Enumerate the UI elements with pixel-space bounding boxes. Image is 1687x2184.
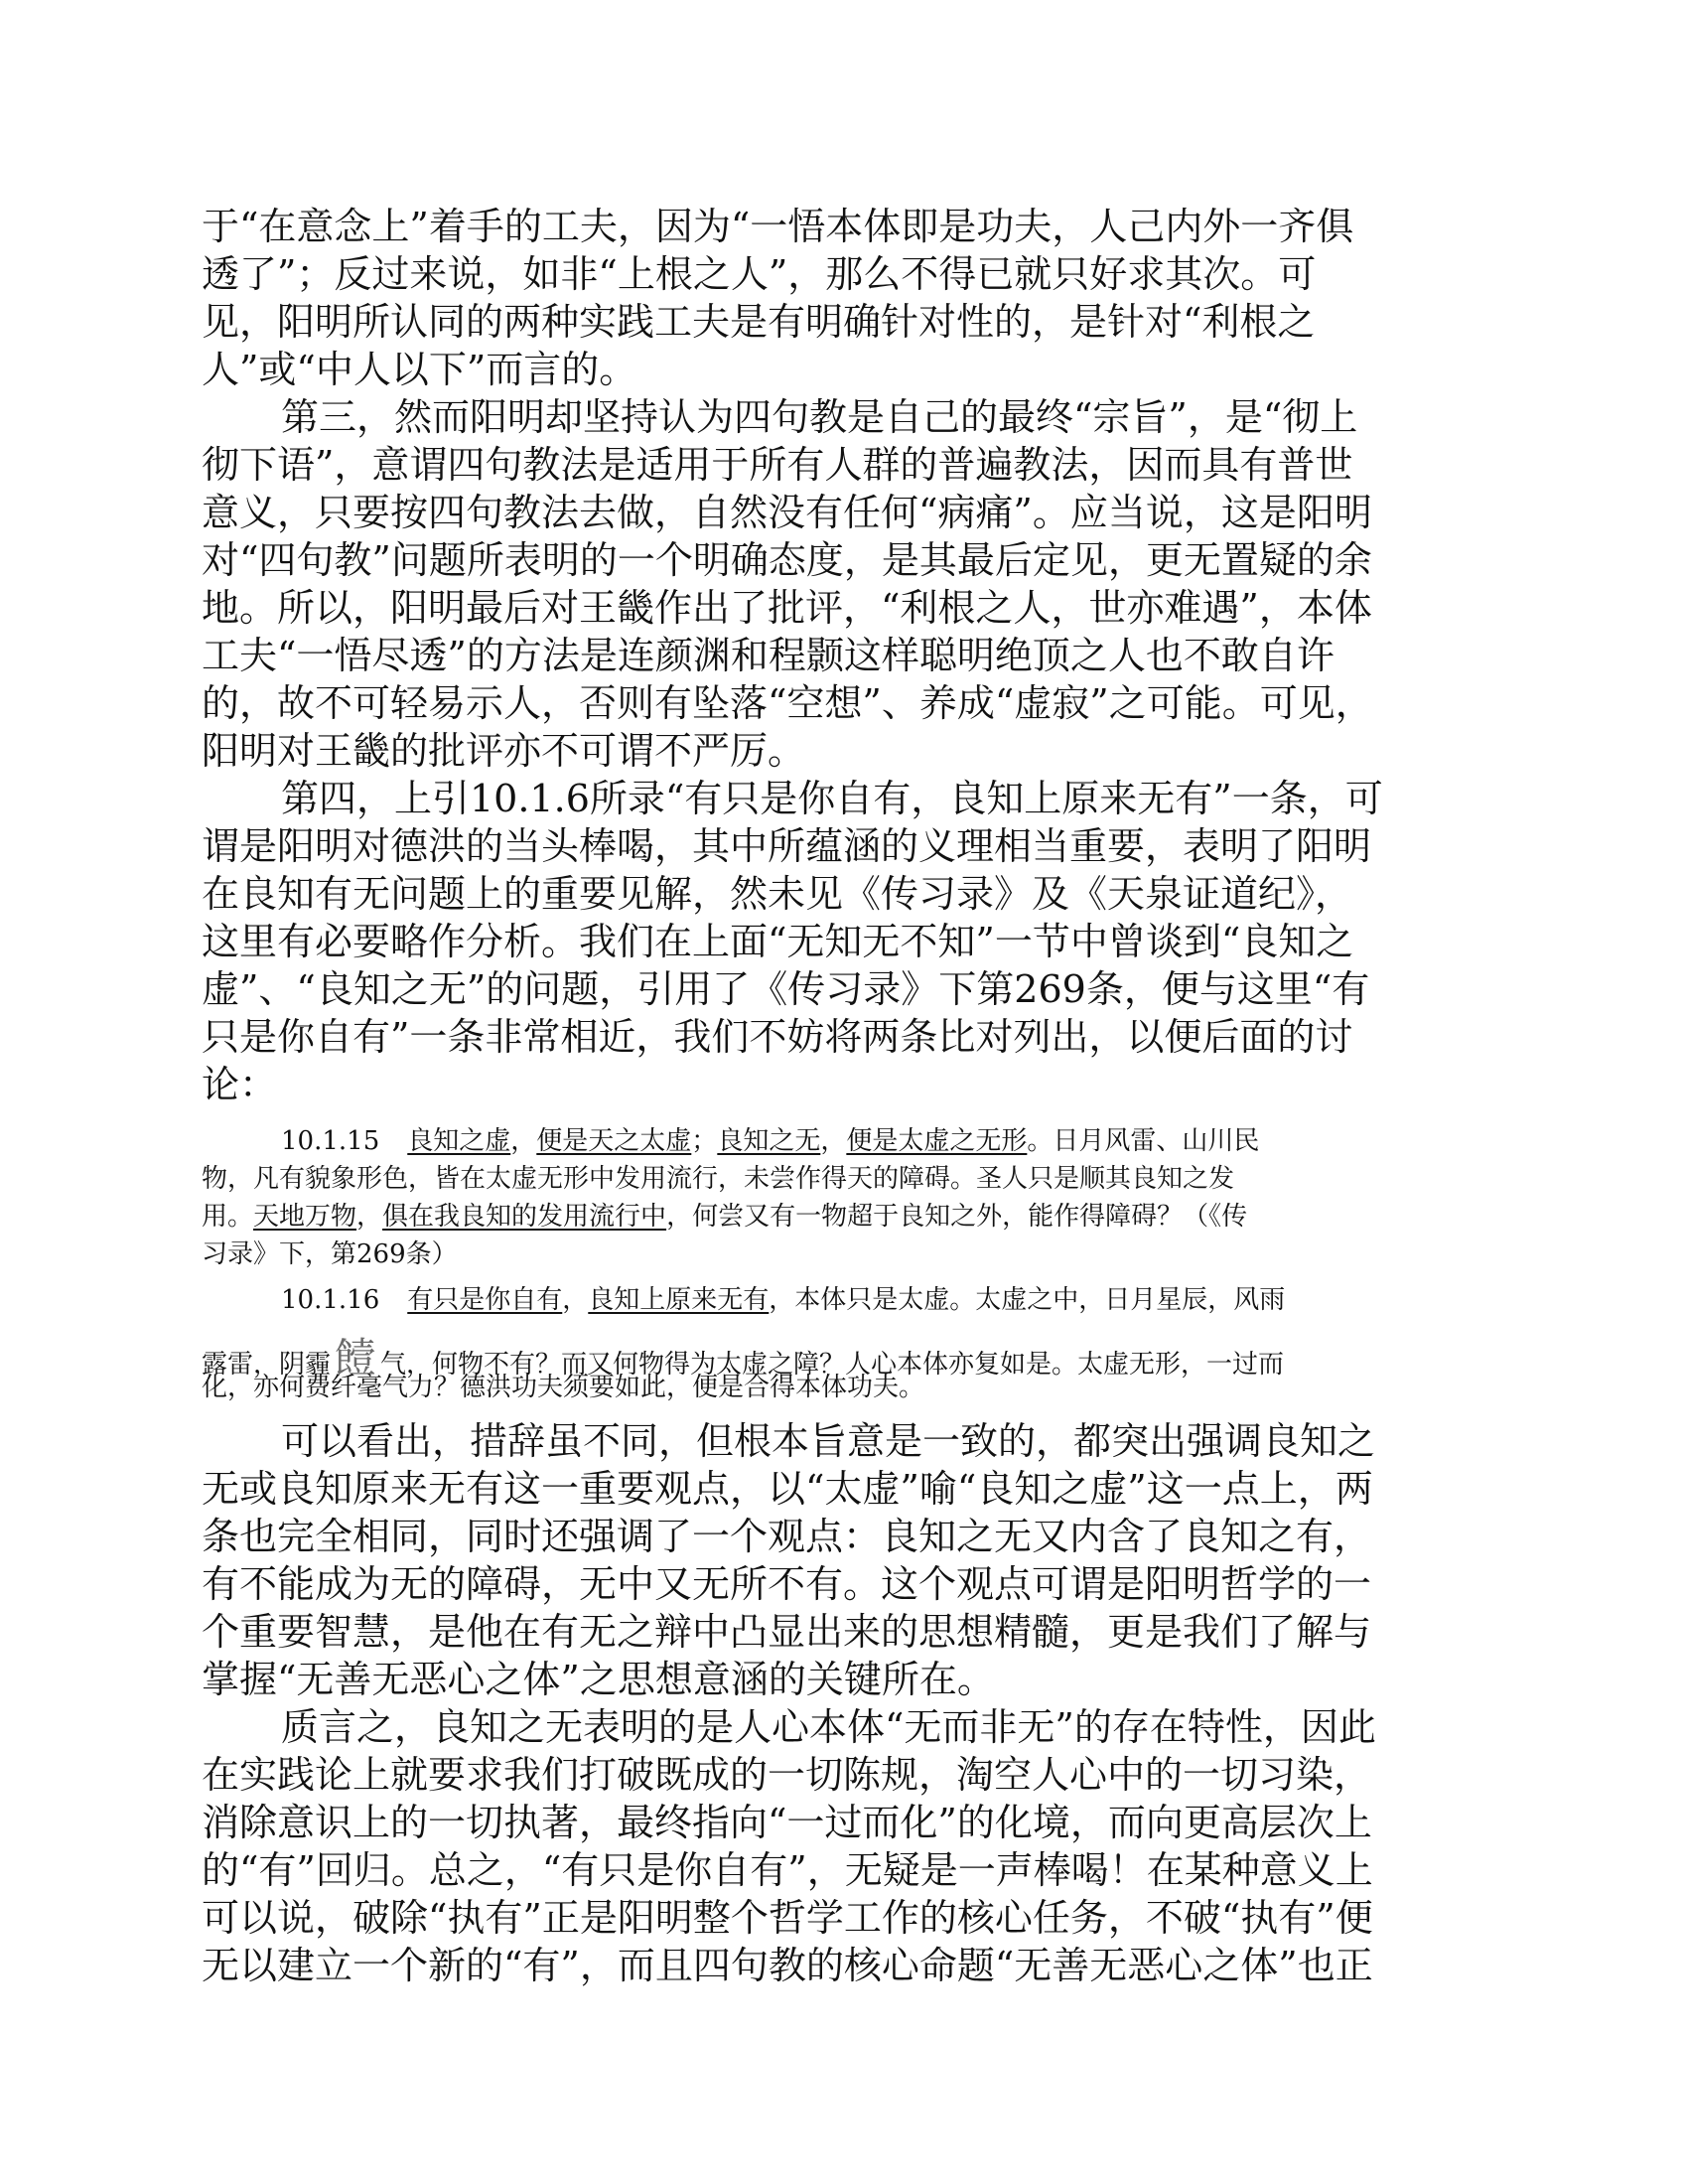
paragraph-5-line: 无以建立一个新的“有”，而且四句教的核心命题“无善无恶心之体”也正 [202,1944,1373,1987]
paragraph-3-line: 谓是阳明对德洪的当头棒喝，其中所蕴涵的义理相当重要，表明了阳明 [202,824,1372,868]
underlined-phrase: 有只是你自有 [407,1285,563,1315]
paragraph-2-line: 的，故不可轻易示人，否则有坠落“空想”、养成“虚寂”之可能。可见， [202,681,1373,725]
underlined-phrase: 便是太虚之无形 [846,1126,1028,1156]
paragraph-2-line: 第三，然而阳明却坚持认为四句教是自己的最终“宗旨”，是“彻上 [281,395,1358,439]
paragraph-1-line: 透了”；反过来说，如非“上根之人”，那么不得已就只好求其次。可 [202,252,1317,296]
quote-number: 10.1.15 [281,1126,380,1156]
paragraph-4-line: 可以看出，措辞虽不同，但根本旨意是一致的，都突出强调良知之 [281,1419,1376,1463]
quote-10-1-16-line-1 [281,1281,1285,1319]
paragraph-4-line: 掌握“无善无恶心之体”之思想意涵的关键所在。 [202,1658,995,1701]
quote-text: 气，何物不有？而又何物得为太虚之障？人心本体亦复如是。太虚无形，一过而 [380,1350,1285,1380]
paragraph-2-line: 彻下语”，意谓四句教法是适用于所有人群的普遍教法，因而具有普世 [202,443,1353,487]
underlined-phrase: 良知上原来无有 [588,1285,770,1315]
quote-10-1-15-line-2: 物，凡有貌象形色，皆在太虚无形中发用流行，未尝作得天的障碍。圣人只是顺其良知之发 [202,1164,1235,1194]
quote-text: ，何尝又有一物超于良知之外，能作得障碍？（《传 [666,1202,1248,1232]
paragraph-5-line: 在实践论上就要求我们打破既成的一切陈规，淘空人心中的一切习染， [202,1753,1372,1797]
paragraph-4-line: 条也完全相同，同时还强调了一个观点：良知之无又内含了良知之有， [202,1515,1372,1558]
quote-number: 10.1.16 [281,1285,380,1315]
quote-text: ， [562,1285,589,1315]
paragraph-2-line: 地。所以，阳明最后对王畿作出了批评，“利根之人，世亦难遇”，本体 [202,586,1372,630]
paragraph-3-line: 论： [202,1063,278,1106]
inline-glyph-char: 饐 [335,1334,377,1383]
quote-text: 露雷，阴霾 [202,1350,332,1380]
paragraph-4-line: 无或良知原来无有这一重要观点，以“太虚”喻“良知之虚”这一点上，两 [202,1467,1373,1511]
paragraph-2-line: 意义，只要按四句教法去做，自然没有任何“病痛”。应当说，这是阳明 [202,491,1372,534]
paragraph-3-line: 虚”、“良知之无”的问题，引用了《传习录》下第269条，便与这里“有 [202,967,1370,1011]
underlined-phrase: 良知之虚 [407,1126,511,1156]
paragraph-4-line: 个重要智慧，是他在有无之辩中凸显出来的思想精髓，更是我们了解与 [202,1610,1372,1654]
paragraph-5-line: 消除意识上的一切执著，最终指向“一过而化”的化境，而向更高层次上 [202,1801,1372,1844]
underlined-phrase: 天地万物 [253,1202,357,1232]
quote-text: ， [356,1202,383,1232]
quote-text: 用。 [202,1202,254,1232]
paragraph-5-line: 质言之，良知之无表明的是人心本体“无而非无”的存在特性，因此 [281,1705,1376,1749]
paragraph-3-line: 只是你自有”一条非常相近，我们不妨将两条比对列出，以便后面的讨 [202,1015,1353,1059]
quote-text: ， [510,1126,537,1156]
paragraph-1-line: 见，阳明所认同的两种实践工夫是有明确针对性的，是针对“利根之 [202,300,1316,344]
quote-text: ， [820,1126,847,1156]
underlined-phrase: 俱在我良知的发用流行中 [382,1202,667,1232]
paragraph-3-line: 在良知有无问题上的重要见解，然未见《传习录》及《天泉证道纪》， [202,872,1353,916]
quote-text: ，本体只是太虚。太虚之中，日月星辰，风雨 [769,1285,1286,1315]
paragraph-3-line: 这里有必要略作分析。我们在上面“无知无不知”一节中曾谈到“良知之 [202,920,1354,963]
paragraph-5-line: 可以说，破除“执有”正是阳明整个哲学工作的核心任务，不破“执有”便 [202,1896,1373,1940]
quote-10-1-15-line-4: 习录》下，第269条） [202,1239,458,1269]
quote-10-1-15-line-3 [202,1198,1247,1236]
quote-text: 。日月风雷、山川民 [1027,1126,1260,1156]
paragraph-2-line: 工夫“一悟尽透”的方法是连颜渊和程颢这样聪明绝顶之人也不敢自许 [202,634,1335,677]
quote-10-1-15-line-1 [281,1122,1259,1160]
quote-text: ； [691,1126,718,1156]
paragraph-1-line: 人”或“中人以下”而言的。 [202,348,637,391]
underlined-phrase: 便是天之太虚 [536,1126,692,1156]
quote-10-1-16-line-3: 化，亦何费纤毫气力？德洪功夫须要如此，便是合得本体功夫。 [202,1373,925,1402]
paragraph-3-line: 第四，上引10.1.6所录“有只是你自有，良知上原来无有”一条，可 [281,777,1383,820]
paragraph-2-line: 对“四句教”问题所表明的一个明确态度，是其最后定见，更无置疑的余 [202,538,1372,582]
quote-10-1-16-line-2 [202,1331,1285,1383]
underlined-phrase: 良知之无 [717,1126,821,1156]
paragraph-4-line: 有不能成为无的障碍，无中又无所不有。这个观点可谓是阳明哲学的一 [202,1562,1372,1606]
paragraph-5-line: 的“有”回归。总之，“有只是你自有”，无疑是一声棒喝！在某种意义上 [202,1848,1373,1892]
paragraph-2-line: 阳明对王畿的批评亦不可谓不严厉。 [202,729,806,773]
paragraph-1-line: 于“在意念上”着手的工夫，因为“一悟本体即是功夫，人己内外一齐俱 [202,205,1354,248]
